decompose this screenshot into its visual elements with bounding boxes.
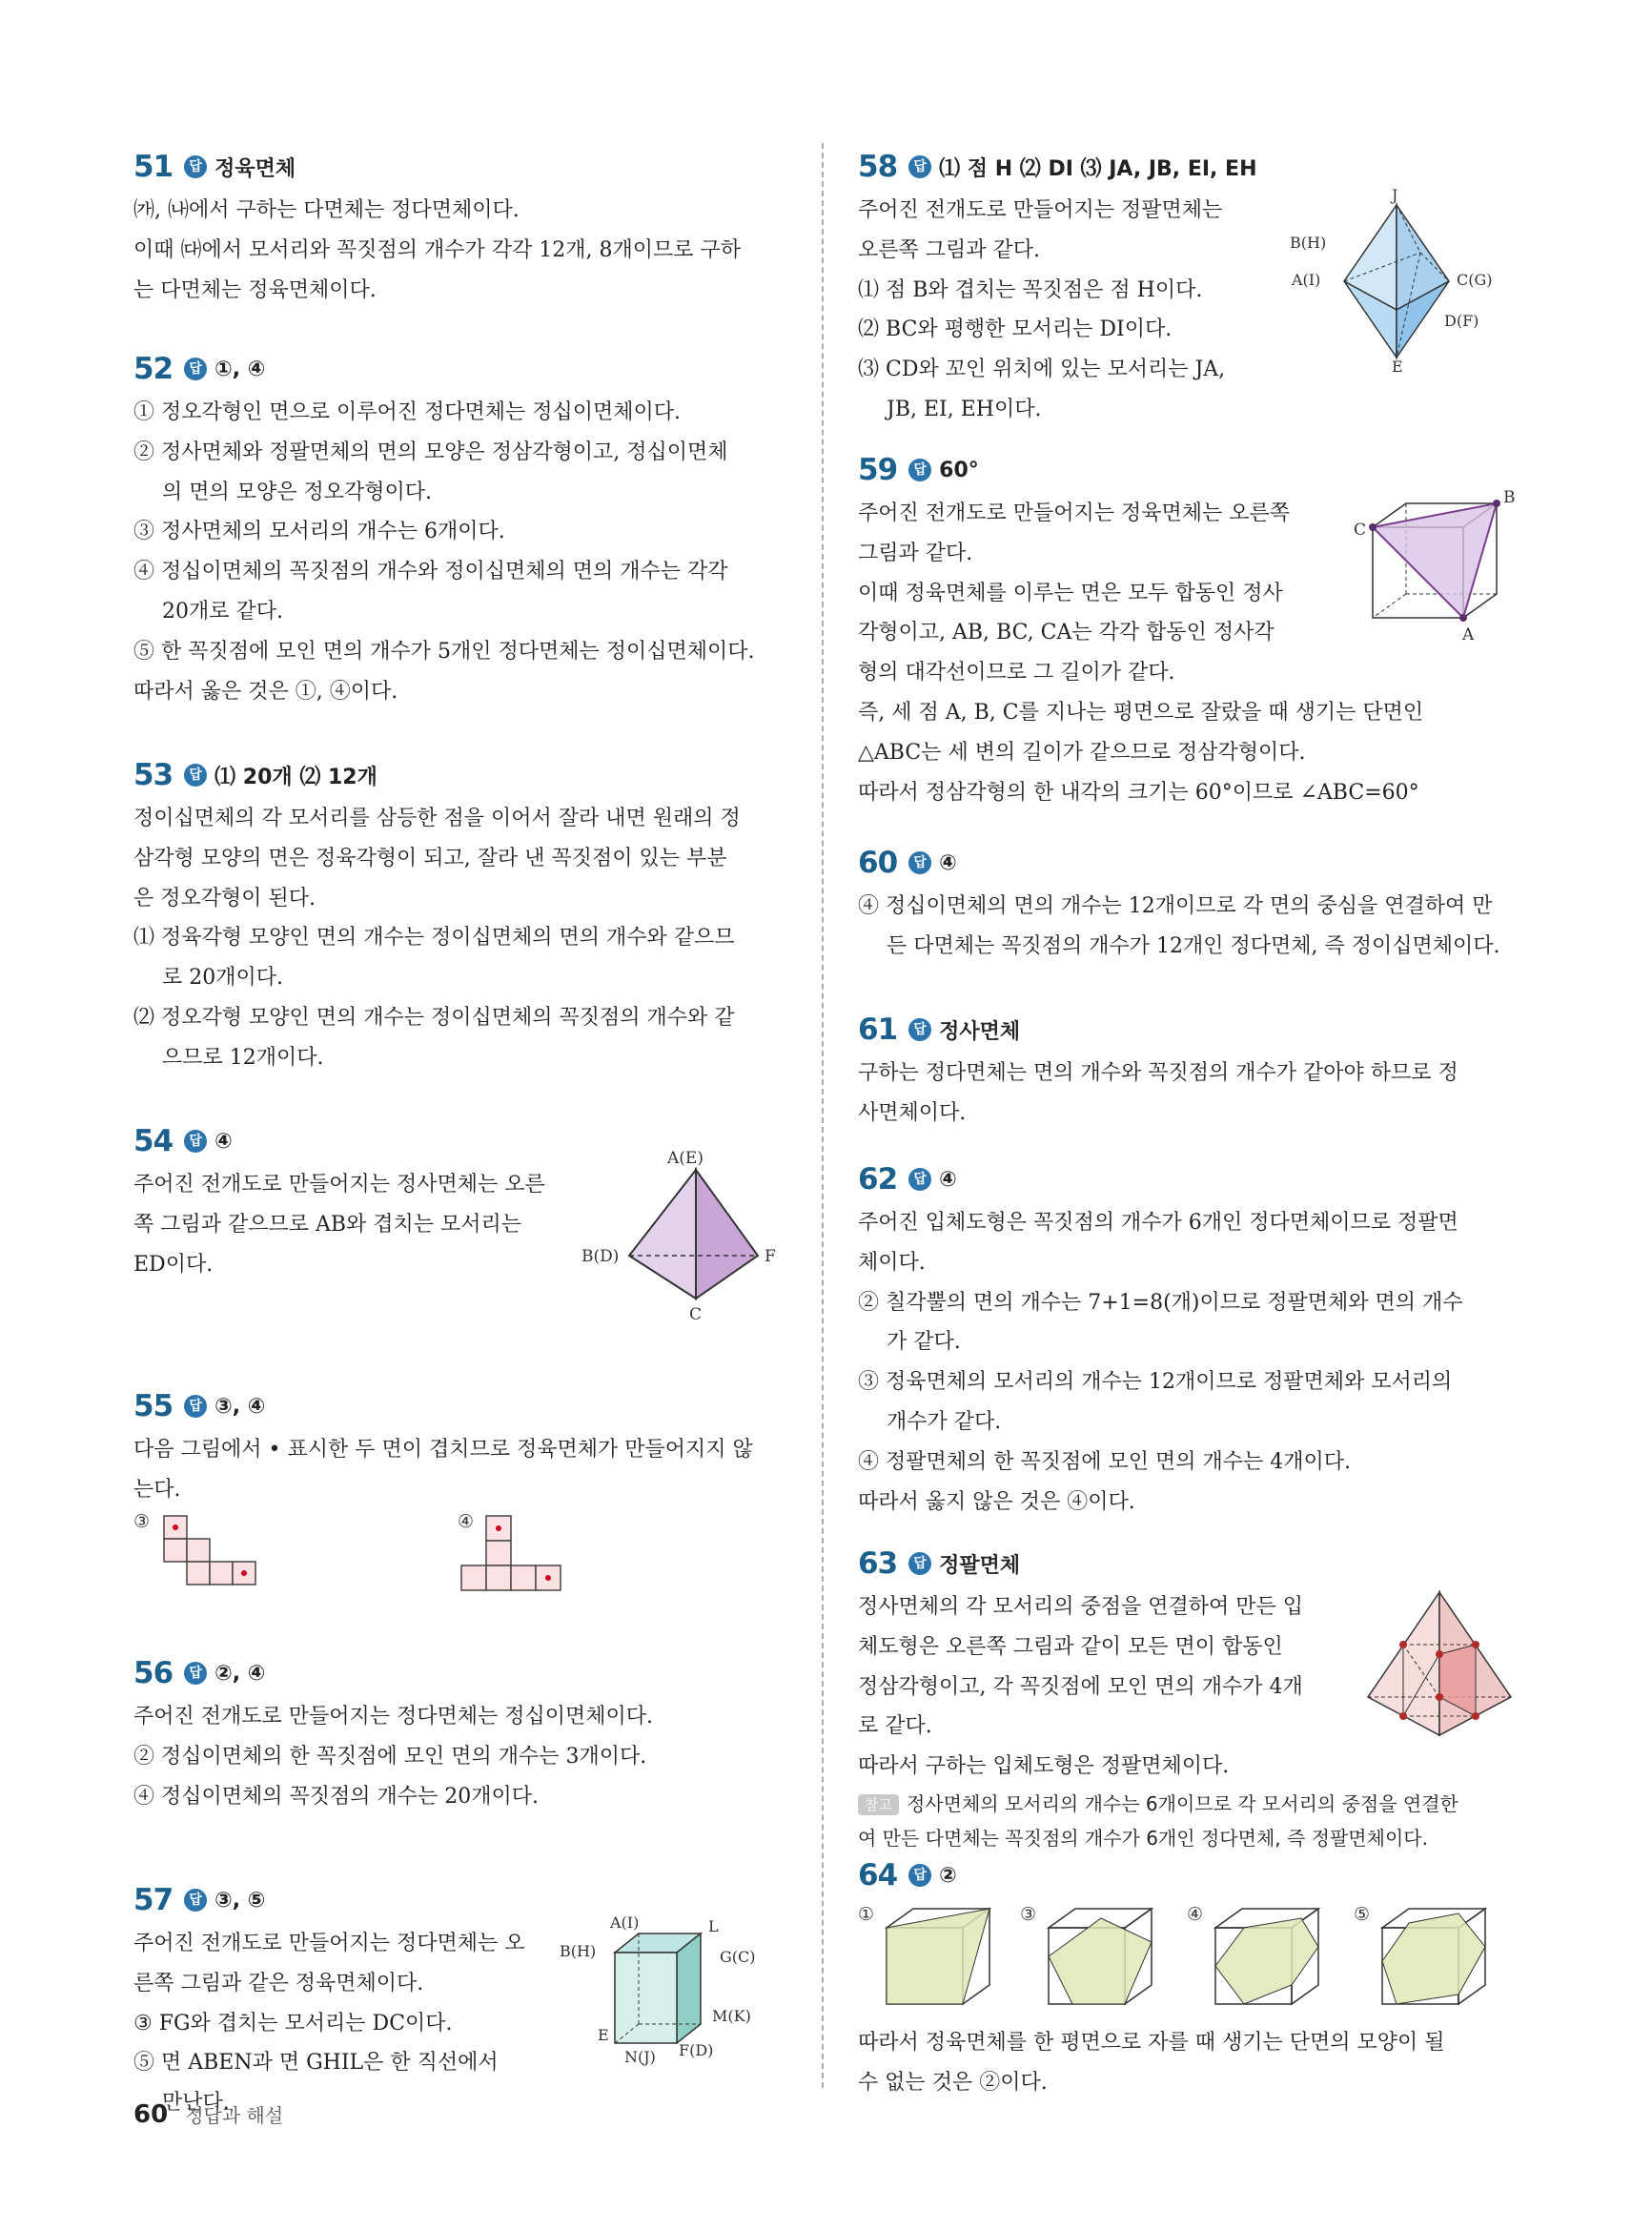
text-line: ⑤ 면 ABEN과 면 GHIL은 한 직선에서 xyxy=(133,2051,499,2076)
problem-number: 62 xyxy=(858,1162,898,1197)
text-line: ② 정사면체와 정팔면체의 면의 모양은 정삼각형이고, 정십이면체 xyxy=(133,440,728,464)
answer-text: 60° xyxy=(939,458,979,482)
problem-51 xyxy=(133,143,801,310)
text-line: 든 다면체는 꼭짓점의 개수가 12개인 정다면체, 즉 정이십면체이다. xyxy=(887,933,1500,958)
cube-section-figure xyxy=(1354,489,1525,642)
problem-59 xyxy=(858,446,1525,812)
problem-61 xyxy=(858,1006,1525,1134)
answer-badge: 답 xyxy=(184,1395,207,1418)
text-line: 쪽 그림과 같으므로 AB와 겹치는 모서리는 xyxy=(133,1212,522,1237)
answer-text: ⑴ 20개 ⑵ 12개 xyxy=(214,765,377,789)
text-line: 은 정오각형이 된다. xyxy=(133,886,316,910)
vertex-label: C xyxy=(689,1305,703,1324)
problem-number: 57 xyxy=(133,1883,173,1917)
answer-text: ④ xyxy=(939,1167,957,1192)
problem-number: 59 xyxy=(858,453,898,487)
text-line: ② 칠각뿔의 면의 개수는 7+1=8(개)이므로 정팔면체와 면의 개수 xyxy=(858,1290,1463,1315)
answer-badge: 답 xyxy=(184,358,207,380)
problem-number: 52 xyxy=(133,352,173,386)
problem-number: 63 xyxy=(858,1546,898,1581)
text-line: 개수가 같다. xyxy=(887,1409,1002,1434)
text-line: 가 같다. xyxy=(887,1330,961,1355)
text-line: 주어진 전개도로 만들어지는 정팔면체는 xyxy=(858,198,1223,222)
figure-number: ③ xyxy=(133,1511,151,1532)
text-line: 만난다. xyxy=(162,2091,230,2116)
text-line: ⑵ BC와 평행한 모서리는 DI이다. xyxy=(858,317,1173,342)
cube-section-1 xyxy=(858,1899,1020,2023)
text-line: ④ 정십이면체의 꼭짓점의 개수는 20개이다. xyxy=(133,1784,539,1809)
problem-52 xyxy=(133,345,801,711)
figure-number: ④ xyxy=(458,1511,475,1532)
page-footer xyxy=(133,2100,283,2129)
problem-number: 54 xyxy=(133,1124,173,1158)
page-title: 정답과 해설 xyxy=(185,2104,284,2127)
answer-text: ⑴ 점 H ⑵ DI ⑶ JA, JB, EI, EH xyxy=(939,156,1257,181)
answer-text: 정팔면체 xyxy=(939,1553,1021,1578)
vertex-label: A xyxy=(1462,625,1475,644)
text-line: 른쪽 그림과 같은 정육면체이다. xyxy=(133,1971,424,1995)
text-line: 사면체이다. xyxy=(858,1100,967,1125)
answer-badge: 답 xyxy=(184,1889,207,1912)
text-line: 주어진 전개도로 만들어지는 정육면체는 오른쪽 xyxy=(858,501,1291,525)
problem-56 xyxy=(133,1649,801,1816)
text-line: 로 같다. xyxy=(858,1714,932,1739)
problem-54 xyxy=(133,1117,801,1324)
text-line: △ABC는 세 변의 길이가 같으므로 정삼각형이다. xyxy=(858,740,1306,765)
answer-text: ②, ④ xyxy=(214,1661,266,1686)
vertex-label: G(C) xyxy=(720,1948,756,1966)
net-figure-4 xyxy=(458,1506,629,1592)
text-line: ⑴ 정육각형 모양인 면의 개수는 정이십면체의 면의 개수와 같으므 xyxy=(133,926,735,951)
figure-number: ① xyxy=(858,1904,875,1925)
problem-number: 53 xyxy=(133,758,173,792)
text-line: 는 다면체는 정육면체이다. xyxy=(133,277,377,302)
text-line: 따라서 옳지 않은 것은 ④이다. xyxy=(858,1489,1135,1514)
text-line: 20개로 같다. xyxy=(162,599,283,624)
text-line: 정삼각형이고, 각 꼭짓점에 모인 면의 개수가 4개 xyxy=(858,1674,1303,1699)
answer-text: ①, ④ xyxy=(214,357,266,381)
problem-number: 56 xyxy=(133,1656,173,1690)
vertex-label: L xyxy=(708,1917,719,1935)
text-line: 주어진 전개도로 만들어지는 정사면체는 오른 xyxy=(133,1173,545,1197)
text-line: ⑤ 한 꼭짓점에 모인 면의 개수가 5개인 정다면체는 정이십면체이다. xyxy=(133,639,755,664)
vertex-label: B(H) xyxy=(560,1942,597,1960)
text-line: ④ 정십이면체의 꼭짓점의 개수와 정이십면체의 면의 개수는 각각 xyxy=(133,560,728,584)
text-line: 삼각형 모양의 면은 정육각형이 되고, 잘라 낸 꼭짓점이 있는 부분 xyxy=(133,846,727,870)
answer-badge: 답 xyxy=(184,155,207,178)
answer-badge: 답 xyxy=(908,1864,931,1887)
vertex-label: M(K) xyxy=(712,2007,751,2025)
cube-section-3 xyxy=(1020,1899,1182,2023)
answer-text: ④ xyxy=(939,850,957,875)
answer-badge: 답 xyxy=(908,155,931,178)
marker-dot xyxy=(173,1524,178,1530)
text-line: 따라서 옳은 것은 ①, ④이다. xyxy=(133,679,398,704)
text-line: ⑶ CD와 꼬인 위치에 있는 모서리는 JA, xyxy=(858,358,1226,382)
marker-dot xyxy=(496,1525,501,1531)
problem-number: 58 xyxy=(858,150,898,184)
problem-number: 55 xyxy=(133,1389,173,1423)
answer-badge: 답 xyxy=(908,851,931,874)
text-line: ED이다. xyxy=(133,1252,214,1277)
answer-text: ④ xyxy=(214,1129,233,1154)
text-line: 다음 그림에서 • 표시한 두 면이 겹치므로 정육면체가 만들어지지 않 xyxy=(133,1438,753,1462)
vertex-label: F(D) xyxy=(679,2041,714,2059)
text-line: 수 없는 것은 ②이다. xyxy=(858,2070,1048,2095)
text-line: ⑵ 정오각형 모양인 면의 개수는 정이십면체의 꼭짓점의 개수와 같 xyxy=(133,1005,735,1030)
text-line: ① 정오각형인 면으로 이루어진 정다면체는 정십이면체이다. xyxy=(133,400,682,424)
text-line: 각형이고, AB, BC, CA는 각각 합동인 정사각 xyxy=(858,621,1275,645)
problem-60 xyxy=(858,839,1525,967)
text-line: 이때 ㈐에서 모서리와 꼭짓점의 개수가 각각 12개, 8개이므로 구하 xyxy=(133,237,741,262)
section-figures xyxy=(858,1899,1525,2023)
answer-text: ② xyxy=(939,1863,957,1888)
text-line: 는다. xyxy=(133,1477,181,1502)
vertex-label: C xyxy=(1354,521,1367,540)
tetrahedron-figure xyxy=(581,1146,791,1324)
text-line: 형의 대각선이므로 그 길이가 같다. xyxy=(858,661,1175,685)
figure-number: ⑤ xyxy=(1354,1904,1371,1925)
cube-section-5 xyxy=(1354,1899,1516,2023)
text-line: 정이십면체의 각 모서리를 삼등한 점을 이어서 잘라 내면 원래의 정 xyxy=(133,807,741,830)
vertex-label: E xyxy=(1392,358,1403,376)
text-line: 주어진 전개도로 만들어지는 정다면체는 오 xyxy=(133,1932,525,1955)
vertex-label: B(H) xyxy=(1290,234,1327,252)
text-line: 정사면체의 각 모서리의 중점을 연결하여 만든 입 xyxy=(858,1595,1304,1619)
text-line: 체이다. xyxy=(858,1250,926,1275)
text-line: ② 정십이면체의 한 꼭짓점에 모인 면의 개수는 3개이다. xyxy=(133,1744,647,1769)
octahedron-in-tetrahedron-figure xyxy=(1354,1583,1525,1745)
text-line: 로 20개이다. xyxy=(162,966,283,991)
column-divider xyxy=(822,143,824,2088)
text-line: JB, EI, EH이다. xyxy=(887,397,1042,421)
figure-number: ③ xyxy=(1020,1904,1037,1925)
text-line: ③ 정육면체의 모서리의 개수는 12개이므로 정팔면체와 모서리의 xyxy=(858,1370,1453,1395)
answer-badge: 답 xyxy=(908,1552,931,1575)
problem-58 xyxy=(858,143,1525,430)
octahedron-figure xyxy=(1287,186,1525,376)
answer-badge: 답 xyxy=(908,1168,931,1191)
problem-number: 61 xyxy=(858,1013,898,1047)
vertex-label: J xyxy=(1392,186,1398,204)
vertex-label: B xyxy=(1503,488,1516,507)
problem-57 xyxy=(133,1876,801,2123)
text-line: ⑴ 점 B와 겹치는 꼭짓점은 점 H이다. xyxy=(858,277,1203,302)
vertex-label: D(F) xyxy=(1444,312,1479,330)
text-line: 주어진 입체도형은 꼭짓점의 개수가 6개인 정다면체이므로 정팔면 xyxy=(858,1211,1458,1235)
marker-dot xyxy=(545,1575,551,1581)
problem-number: 64 xyxy=(858,1858,898,1892)
problem-53 xyxy=(133,751,801,1078)
text-line: ④ 정십이면체의 면의 개수는 12개이므로 각 면의 중심을 연결하여 만 xyxy=(858,894,1493,918)
answer-badge: 답 xyxy=(908,1018,931,1041)
answer-badge: 답 xyxy=(184,764,207,787)
vertex-label: A(I) xyxy=(1292,271,1321,289)
text-line: 주어진 전개도로 만들어지는 정다면체는 정십이면체이다. xyxy=(133,1705,654,1729)
vertex-label: E xyxy=(598,2026,609,2044)
answer-text: 정육면체 xyxy=(214,156,296,181)
text-line: ④ 정팔면체의 한 꼭짓점에 모인 면의 개수는 4개이다. xyxy=(858,1449,1351,1474)
note-badge: 참고 xyxy=(858,1794,899,1815)
text-line: 따라서 정삼각형의 한 내각의 크기는 60°이므로 ∠ABC=60° xyxy=(858,780,1419,805)
vertex-label: N(J) xyxy=(624,2048,656,2066)
problem-55 xyxy=(133,1382,801,1532)
page-number: 60 xyxy=(133,2100,169,2129)
text-line: ㈎, ㈏에서 구하는 다면체는 정다면체이다. xyxy=(133,198,520,222)
cube-section-4 xyxy=(1187,1899,1349,2023)
answer-text: ③, ④ xyxy=(214,1394,266,1419)
text-line: 체도형은 오른쪽 그림과 같이 모든 면이 합동인 xyxy=(858,1634,1283,1659)
vertex-label: B(D) xyxy=(581,1247,620,1266)
text-line: 그림과 같다. xyxy=(858,541,973,565)
cube-figure xyxy=(560,1913,801,2077)
vertex-label: F xyxy=(765,1247,776,1266)
problem-number: 60 xyxy=(858,846,898,880)
answer-badge: 답 xyxy=(908,459,931,481)
text-line: 의 면의 모양은 정오각형이다. xyxy=(162,480,432,504)
text-line: 구하는 정다면체는 면의 개수와 꼭짓점의 개수가 같아야 하므로 정 xyxy=(858,1061,1458,1085)
answer-badge: 답 xyxy=(184,1130,207,1153)
figure-number: ④ xyxy=(1187,1904,1204,1925)
problem-64 xyxy=(858,1852,1525,2103)
note-line: 여 만든 다면체는 꼭짓점의 개수가 6개인 정다면체, 즉 정팔면체이다. xyxy=(858,1826,1428,1850)
problem-number: 51 xyxy=(133,150,173,184)
text-line: ③ FG와 겹치는 모서리는 DC이다. xyxy=(133,2011,453,2036)
text-line: 으므로 12개이다. xyxy=(162,1045,324,1070)
text-line: 오른쪽 그림과 같다. xyxy=(858,237,1040,262)
problem-62 xyxy=(858,1156,1525,1522)
text-line: ③ 정사면체의 모서리의 개수는 6개이다. xyxy=(133,520,505,544)
marker-dot xyxy=(241,1570,247,1576)
text-line: 이때 정육면체를 이루는 면은 모두 합동인 정사 xyxy=(858,581,1283,605)
answer-badge: 답 xyxy=(184,1662,207,1685)
text-line: 따라서 구하는 입체도형은 정팔면체이다. xyxy=(858,1754,1230,1779)
vertex-label: C(G) xyxy=(1457,271,1493,289)
text-line: 따라서 정육면체를 한 평면으로 자를 때 생기는 단면의 모양이 될 xyxy=(858,2031,1445,2055)
net-figure-3 xyxy=(133,1506,305,1592)
text-line: 즉, 세 점 A, B, C를 지나는 평면으로 잘랐을 때 생기는 단면인 xyxy=(858,700,1424,725)
answer-text: 정사면체 xyxy=(939,1019,1021,1044)
vertex-label: A(E) xyxy=(667,1149,704,1168)
answer-text: ③, ⑤ xyxy=(214,1888,266,1913)
vertex-label: A(I) xyxy=(610,1913,640,1932)
note-line: 참고 정사면체의 모서리의 개수는 6개이므로 각 모서리의 중점을 연결한 xyxy=(858,1787,1525,1821)
problem-63 xyxy=(858,1540,1525,1855)
